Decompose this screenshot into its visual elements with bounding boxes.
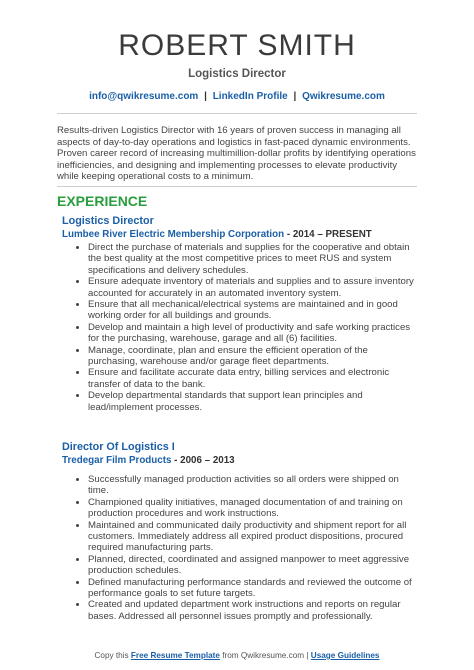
contact-separator: | <box>293 91 297 102</box>
duty-item: • Created and updated department work instructions and reports on regular bases. Addressed all personnel issues promptly and professionally. <box>88 599 414 622</box>
website-link[interactable]: Qwikresume.com <box>302 91 385 102</box>
duty-item: • Planned, directed, coordinated and assigned manpower to meet aggressive production schedules. <box>88 554 414 577</box>
email-link[interactable]: info@qwikresume.com <box>89 91 199 102</box>
duties-list <box>76 474 414 622</box>
duty-item: • Ensure adequate inventory of materials and supplies and to assure inventory accounted for accurately in an automated inventory system. <box>88 276 414 299</box>
duty-item: • Direct the purchase of materials and supplies for the cooperative and obtain the best quality at the most competitive prices to meet RUS and system specifications and delivery schedules. <box>88 242 414 276</box>
summary-paragraph: Results-driven Logistics Director with 16 years of proven success in managing all aspects of day-to-day operations and logistics in fast-paced dynamic environments. Proven career record of increasing multimillion-dollar profits by identifying operations inefficiencies, and designing and implementing processes to elevate productivity while keeping operational costs to a minimum. <box>57 125 416 183</box>
duty-item: • Develop and maintain a high level of productivity and safe working practices for the purchasing, warehouse, garage and all (6) facilities. <box>88 322 414 345</box>
candidate-name: ROBERT SMITH <box>118 29 356 62</box>
job-title: Logistics Director <box>62 215 154 227</box>
experience-heading: EXPERIENCE <box>57 193 148 209</box>
candidate-title: Logistics Director <box>188 68 286 80</box>
footer <box>0 651 474 660</box>
duties-list <box>76 242 414 413</box>
duty-item: • Defined manufacturing performance standards and reviewed the outcome of performance goals to set future targets. <box>88 577 414 600</box>
duty-item: • Ensure and facilitate accurate data entry, billing services and electronic transfer of data to the bank. <box>88 367 414 390</box>
duty-item: • Manage, coordinate, plan and ensure the efficient operation of the purchasing, warehouse and/or garage fleet departments. <box>88 345 414 368</box>
duty-item: • Maintained and communicated daily productivity and shipment report for all customers. Immediately address all expired product dispositions, procured required manufacturing parts. <box>88 520 414 554</box>
contact-line <box>0 91 474 102</box>
duty-item: • Develop departmental standards that support lean principles and lead/implement processes. <box>88 390 414 413</box>
job-company <box>62 229 372 240</box>
job-company <box>62 455 235 466</box>
duty-item: • Championed quality initiatives, managed documentation of and training on production procedures and work instructions. <box>88 497 414 520</box>
job-title: Director Of Logistics I <box>62 441 175 453</box>
usage-guidelines-link[interactable]: Usage Guidelines <box>310 651 380 660</box>
summary-divider <box>57 186 417 187</box>
job-dates: - 2006 – 2013 <box>171 455 235 466</box>
linkedin-link[interactable]: LinkedIn Profile <box>212 91 288 102</box>
job-dates: - 2014 – PRESENT <box>284 229 372 240</box>
header-divider <box>57 113 417 114</box>
free-template-link[interactable]: Free Resume Template <box>130 651 220 660</box>
duty-item: • Ensure that all mechanical/electrical systems are maintained and in good working order for all buildings and grounds. <box>88 299 414 322</box>
contact-separator: | <box>204 91 207 102</box>
footer-middle: from Qwikresume.com | <box>219 651 311 660</box>
company-name: Lumbee River Electric Membership Corporation <box>62 229 285 240</box>
duty-item: • Successfully managed production activities so all orders were shipped on time. <box>88 474 414 497</box>
company-name: Tredegar Film Products <box>62 455 172 466</box>
footer-prefix: Copy this <box>94 651 131 660</box>
